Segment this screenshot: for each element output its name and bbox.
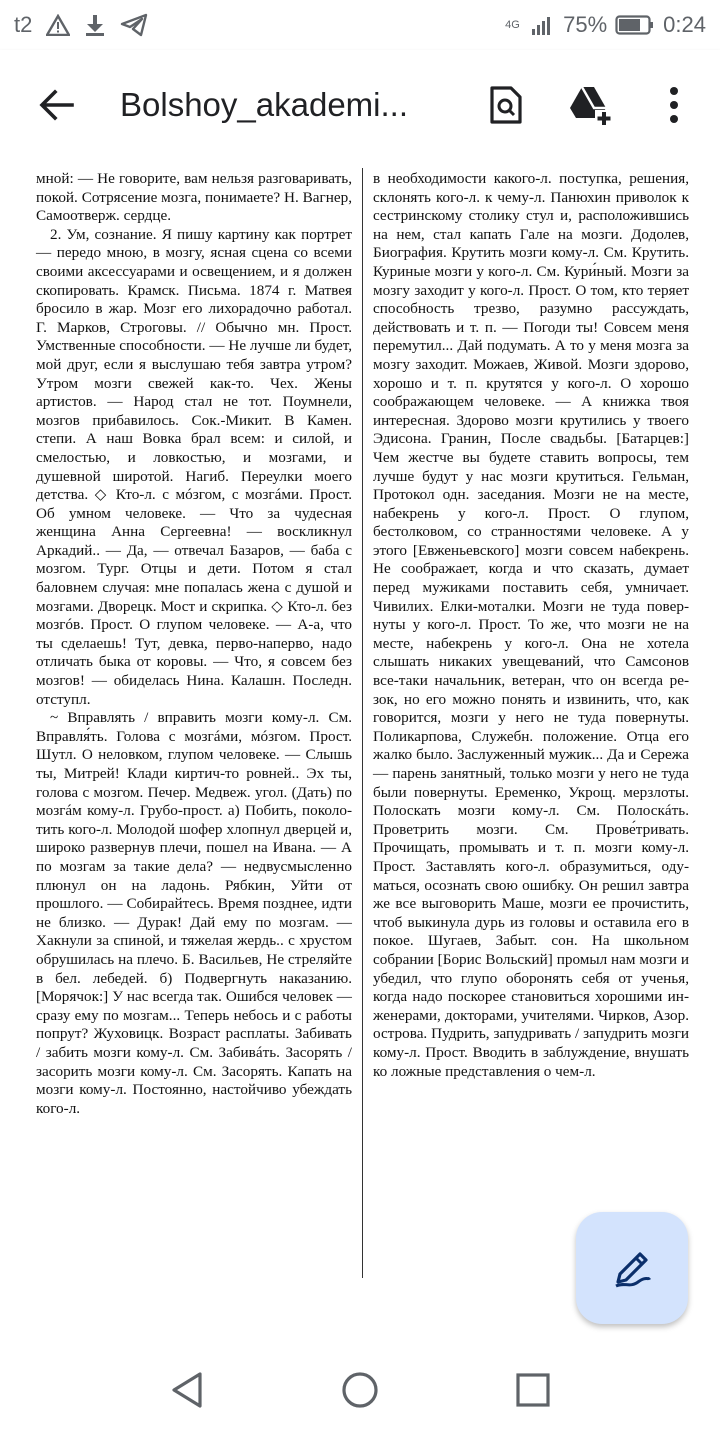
document-title: Bolshoy_akademi... (120, 86, 408, 123)
search-document-icon (489, 85, 523, 125)
signal-icon (531, 14, 555, 36)
home-circle-icon (340, 1370, 380, 1410)
more-vert-icon (668, 86, 680, 124)
paragraph: ~ Вправлять / вправить мозги кому-л. См. Вправля́ть. Голова с мозгáми, мóзгом. Прост. Шутл. О неловком, глупом человеке. — Слышь ты, Митрей! Клади киртич-то ровней.. Эх ты, голова с мозгом. Печер. Медвеж. угол. (Дать) по мозгáм кому-л. Грубо-прост. а) Побить, поколотить кого-л. Молодой шофер хлопнул дверцей и, широко развернув плечи, пошел на Ивана. — А по мозгам за такие дела? — недвусмысленно плюнул он на ладонь. Рябкин, Уйти от прошлого. — Собирайтесь. Время позднее, идти не близко. — Дурак! Дай ему по мозгам. — Хакнули за спиной, и тяжелая жердь.. с хрустом обрушилась на плечо. Б. Васильев, Не стреляйте в бел. лебедей. б) Подвергнуть наказанию. [Морячок:] У нас всегда так. Ошибся человек — сразу ему по мозгам... Теперь небось и с работы попрут? Жуховицк. Возраст расплаты. Забивать / забить мозги кому-л. См. Забивáть. Засорять / засорить мозги кому-л. См. Засорять. Капать на мозги кому-л. Постоянно, настойчиво убеждать кого-л. (36, 709, 352, 1117)
recents-square-icon (515, 1372, 551, 1408)
search-in-document-button[interactable] (478, 77, 534, 133)
paragraph: мной: — Не говорите, вам нельзя разговаривать, покой. Сотрясение мозга, понимаете? Н. Вагнер, Самоотверж. сердце. (36, 170, 352, 225)
download-icon (84, 13, 106, 37)
status-bar (0, 0, 720, 50)
more-options-button[interactable] (646, 77, 702, 133)
document-page[interactable] (0, 160, 720, 1280)
edit-fab-button[interactable] (576, 1212, 688, 1324)
paragraph: 2. Ум, сознание. Я пишу картину как портрет — передо мною, в мозгу, ясная сцена со всеми своими аксессуарами и освещением, и я должен скопировать. Крамск. Письма. 1874 г. Матвея бросило в жар. Мозг его лихорадочно работал. Г. Марков, Строговы. // Обычно мн. Прост. Умственные способности. — Не лучше ли будет, мой друг, если я выслушаю тебя завтра утром? Утром мозги свежей как-то. Чех. Жены артистов. — Народ стал не тот. Поумнели, мозгов прибавилось. Сок.-Микит. В Камен. степи. А наш Вовка брал всем: и силой, и смелостью, и ловкостью, и мозгами, и душевной широтой. Нагиб. Переулки моего детства. ◇ Кто-л. с мóзгом, с мозгáми. Прост. Об умном человеке. — Что за чудесная женщина Анна Сергеевна! — воскликнул Аркадий.. — Да, — отвечал Базаров, — баба с мозгом. Тург. Отцы и дети. Потом я стал баловнем случая: мне попалась жена с душой и мозгами. Дворецк. Мост и скрипка. ◇ Кто-л. без мозгóв. Прост. О глупом человеке. — А-а, что ты сделаешь! Тут, девка, перво-наперво, надо отличать быка от коровы. — Что, я совсем без мозгов! — обиделась Нина. Калашн. Последн. отступл. (36, 225, 352, 708)
telegram-icon (120, 13, 148, 37)
nav-back-button[interactable] (162, 1365, 212, 1415)
back-button[interactable] (28, 77, 84, 133)
warning-icon (46, 14, 70, 36)
app-bar (0, 50, 720, 160)
right-column (373, 170, 689, 1081)
add-to-drive-icon (567, 84, 613, 126)
back-triangle-icon (170, 1371, 204, 1409)
left-column (36, 170, 352, 1118)
nav-home-button[interactable] (335, 1365, 385, 1415)
nav-recents-button[interactable] (508, 1365, 558, 1415)
battery-percent: 75% (563, 12, 608, 37)
battery-icon (615, 14, 655, 36)
add-to-drive-button[interactable] (562, 77, 618, 133)
edit-pen-icon (610, 1246, 654, 1290)
column-divider (362, 168, 363, 1278)
clock: 0:24 (663, 12, 706, 37)
carrier-label: t2 (14, 12, 33, 37)
arrow-back-icon (38, 87, 74, 123)
network-type: 4G (505, 19, 520, 31)
paragraph: в необходимости какого-л. поступка, решения, склонять кого-л. к чему-л. Панюхин приволок к сестринскому столику стул и, расположившись на нем, стал капать Гале на мозги. Додолев, Биография. Крутить мозги кому-л. См. Крутить. Куриные мозги у кого-л. См. Кури́ный. Мозги за мозгу заходит у кого-л. Прост. О том, кто теряет способность трезво, разумно рассуждать, действовать и т. п. — Погоди ты! Совсем меня перемутил... Дай подумать. А то у меня мозга за мозгу заходит. Можаев, Живой. Мозги здорово, хорошо и т. п. крутятся у кого-л. О хорошо соображающем человеке. — А книжка твоя интересная. Здорово мозги крутились у твоего Эдисона. Гранин, После свадьбы. [Батарцев:] Чем жестче вы будете ставить вопросы, тем лучше будут у нас мозги крутиться. Гельман, Протокол одн. заседания. Мозги не на месте, набекрень у кого-л. Прост. О глупом, бестолковом, со странностями человеке. А у этого [Евженьевского] мозги совсем набекрень. Не соображает, когда и что сказать, думает перед мужиками поставить себя, умничает. Чивилих. Елки-моталки. Мозги не туда повернуты у кого-л. Прост. То же, что мозги не на месте, набекрень у кого-л. Она не хотела слышать никаких увещеваний, что Самсонов все-таки начальник, ветеран, что он всегда резок, но его можно понять и извинить, что, как говорится, мозги у него не туда повернуты. Поликарпова, Служебн. положение. Отца его жалко было. Заслуженный мужик... Да и Сережа — парень занятный, только мозги у него не туда были повернуты. Еременко, Укрощ. мерзлоты. Полоскать мозги кому-л. См. Полоскáть. Проветрить мозги. См. Прове́тривать. Прочищать, промывать и т. п. мозги кому-л. Прост. Заставлять кого-л. образумиться, одуматься, осознать свою ошибку. Он решил завтра же все выговорить Маше, мозги ее прочистить, чтоб выкинула дурь из головы и оставила его в покое. Шугаев, Забыт. сон. На школьном собрании [Борис Вольский] промыл нам мозги и убедил, что глупо оборонять себя от ученья, когда надо поскорее становиться хорошими инженерами, докторами, учителями. Чирков, Азор. острова. Пудрить, запудривать / запудрить мозги кому-л. Прост. Вводить в заблуждение, внушать ко ложные представления о чем-л. (373, 170, 689, 1080)
system-nav-bar (0, 1340, 720, 1440)
